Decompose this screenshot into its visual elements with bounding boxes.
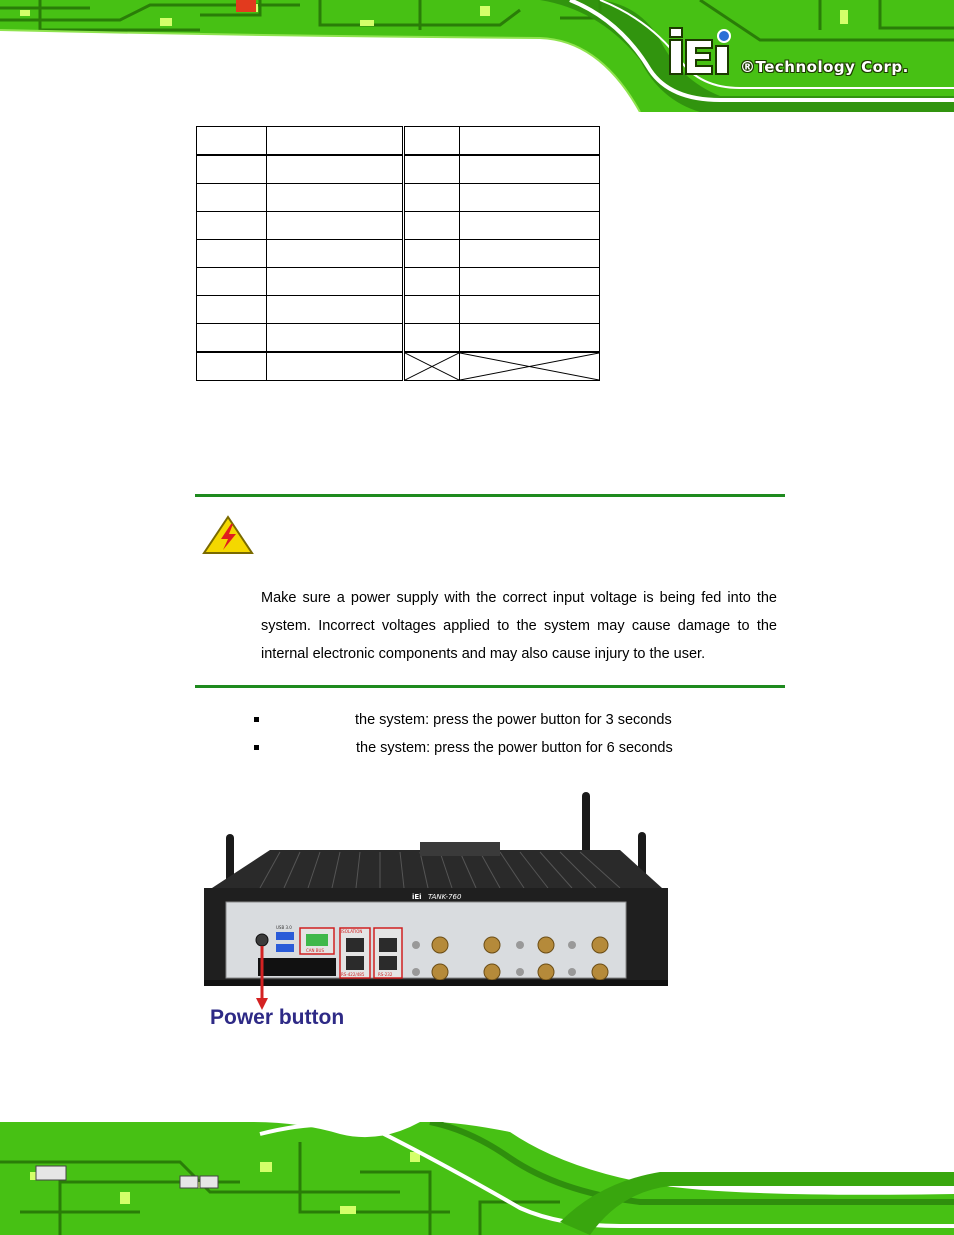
bullet-icon [254,717,259,722]
warning-bottom-rule [195,685,785,688]
table-row [197,296,600,324]
warning-top-rule [195,494,785,497]
table-cell [197,324,267,353]
table-cell [460,296,600,324]
table-cell [267,324,404,353]
table-row [197,212,600,240]
table-cell [267,352,404,381]
power-button-image [256,934,268,946]
table-cell [460,155,600,184]
pinout-table [196,126,600,381]
table-row [197,155,600,184]
table-cell [460,324,600,353]
table-cell [197,240,267,268]
table-cell [197,296,267,324]
bullet-icon [254,745,259,750]
table-cell [404,155,460,184]
table-cell [267,296,404,324]
table-cell [267,212,404,240]
power-button-callout: Power button [210,1006,345,1029]
table-cell [404,127,460,156]
table-cell [197,268,267,296]
table-cell [197,127,267,156]
table-cell [267,268,404,296]
table-cell [460,268,600,296]
table-row [197,324,600,353]
crossed-cell [460,352,600,381]
table-cell [267,184,404,212]
table-cell [460,212,600,240]
warning-lightning-icon [202,515,254,555]
table-cell [404,240,460,268]
device-figure [200,788,675,993]
table-row [197,240,600,268]
table-row [197,184,600,212]
table-cell [404,324,460,353]
table-cell [460,127,600,156]
svg-text:ISOLATION: ISOLATION [341,929,363,934]
pcb-footer-graphic [0,1122,954,1235]
table-cell [267,240,404,268]
table-cell [197,155,267,184]
table-cell [404,212,460,240]
tank-760-image [200,788,675,1020]
table-cell [404,268,460,296]
iei-logo-mark [668,26,738,78]
table-cell [197,184,267,212]
svg-text:USB 3.0: USB 3.0 [276,925,292,930]
table-cell [197,352,267,381]
table-header-row [197,127,600,156]
table-cell [267,155,404,184]
device-brand: iEi [412,893,422,901]
svg-text:RS-422/485: RS-422/485 [341,972,365,977]
table-cell [197,212,267,240]
device-model: TANK-760 [428,893,462,901]
warning-text: Make sure a power supply with the correct input voltage is being fed into the system. Incorrect voltages applied to the system may cause damage to the internal electronic components and may also cause injury to the user. [261,590,777,662]
table-cell [404,296,460,324]
footer-banner [0,1122,954,1235]
svg-text:RS-232: RS-232 [378,972,393,977]
header-banner [0,0,954,112]
table-row [197,352,600,381]
table-cell [267,127,404,156]
svg-text:CAN BUS: CAN BUS [306,948,325,953]
table-row [197,268,600,296]
crossed-cell [404,352,460,381]
table-cell [460,184,600,212]
table-cell [404,184,460,212]
table-cell [460,240,600,268]
brand-name: ®Technology Corp. [740,58,909,76]
